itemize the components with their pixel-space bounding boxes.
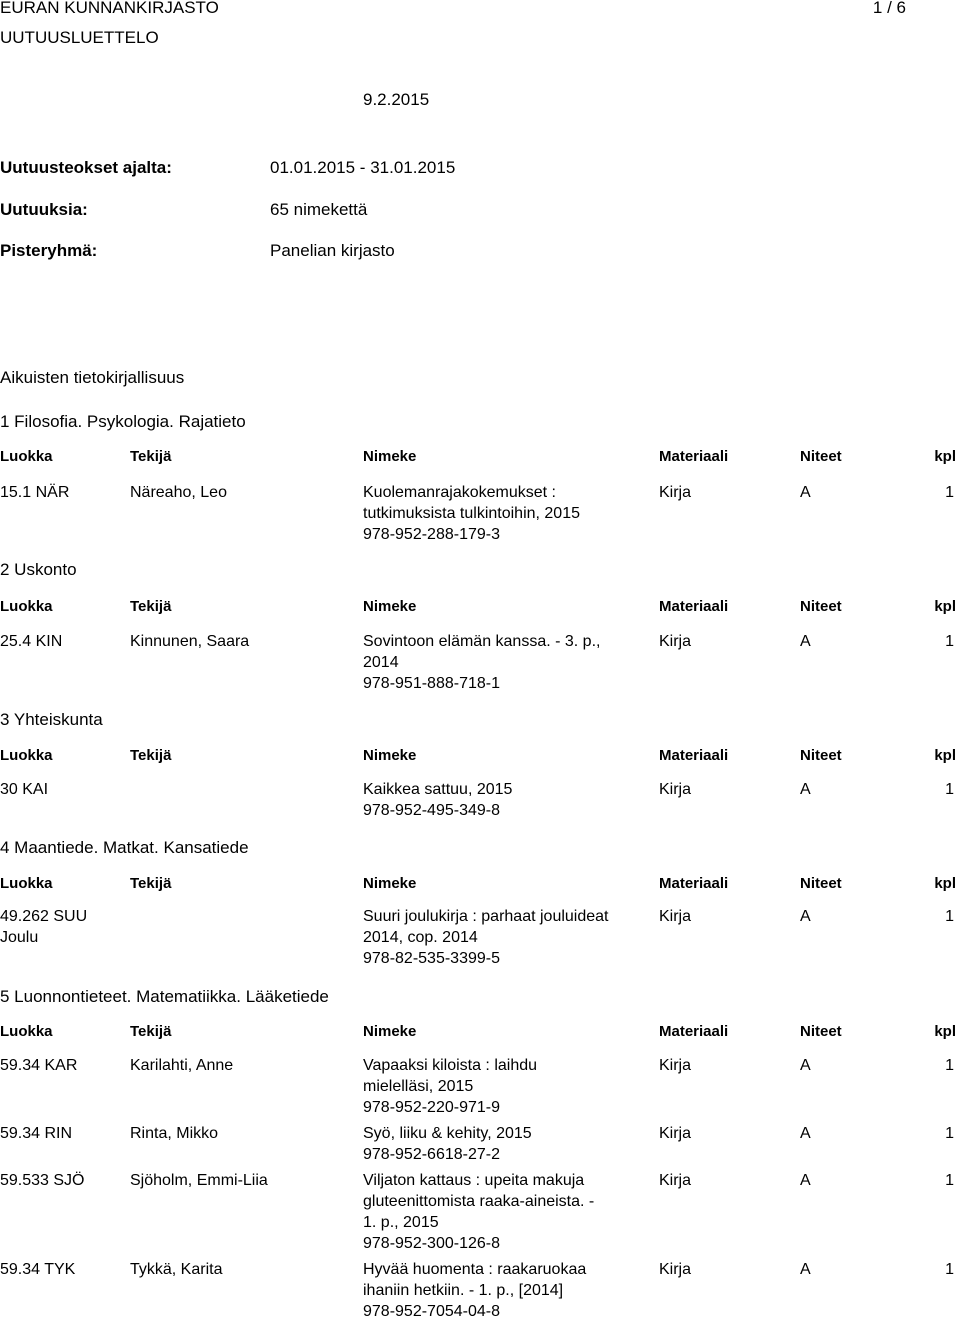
nimeke-line: Sovintoon elämän kanssa. - 3. p., bbox=[363, 633, 601, 650]
tekija-cell: Sjöholm, Emmi-Liia bbox=[130, 1172, 268, 1189]
table-header bbox=[0, 447, 960, 467]
niteet-cell: A bbox=[800, 1261, 811, 1278]
isbn: 978-82-535-3399-5 bbox=[363, 950, 500, 967]
nimeke-line: Kuolemanrajakokemukset : bbox=[363, 484, 556, 501]
luokka-cell bbox=[0, 1123, 120, 1144]
luokka-cell bbox=[0, 482, 120, 503]
nimeke-line: Vapaaksi kiloista : laihdu bbox=[363, 1057, 538, 1074]
nimeke-cell bbox=[363, 779, 653, 821]
niteet-cell: A bbox=[800, 908, 811, 925]
nimeke-cell bbox=[363, 631, 653, 694]
kpl-cell: 1 bbox=[945, 1057, 954, 1074]
kpl-cell: 1 bbox=[945, 484, 954, 501]
tekija-cell: Näreaho, Leo bbox=[130, 484, 227, 501]
luokka-cell bbox=[0, 1259, 120, 1280]
kpl-cell: 1 bbox=[945, 1172, 954, 1189]
materiaali-cell: Kirja bbox=[659, 1172, 692, 1189]
period-label: Uutuusteokset ajalta: bbox=[0, 158, 172, 177]
materiaali-cell: Kirja bbox=[659, 781, 692, 798]
col-materiaali: Materiaali bbox=[659, 875, 729, 892]
luokka-value: 59.34 TYK bbox=[0, 1261, 76, 1278]
nimeke-line: Viljaton kattaus : upeita makuja bbox=[363, 1172, 585, 1189]
tekija-cell: Rinta, Mikko bbox=[130, 1125, 219, 1142]
col-niteet: Niteet bbox=[800, 875, 842, 892]
luokka-cell bbox=[0, 1055, 120, 1076]
col-niteet: Niteet bbox=[800, 598, 842, 615]
kpl-cell: 1 bbox=[945, 1261, 954, 1278]
col-kpl: kpl bbox=[934, 1023, 956, 1040]
col-materiaali: Materiaali bbox=[659, 448, 729, 465]
niteet-cell: A bbox=[800, 781, 811, 798]
report-date: 9.2.2015 bbox=[363, 90, 430, 109]
col-tekija: Tekijä bbox=[130, 598, 172, 615]
luokka-value: 59.533 SJÖ bbox=[0, 1172, 85, 1189]
group-value: Panelian kirjasto bbox=[270, 241, 395, 260]
col-kpl: kpl bbox=[934, 747, 956, 764]
nimeke-line: 2014 bbox=[363, 654, 399, 671]
col-tekija: Tekijä bbox=[130, 1023, 172, 1040]
nimeke-cell bbox=[363, 906, 653, 969]
col-tekija: Tekijä bbox=[130, 875, 172, 892]
section-title: 1 Filosofia. Psykologia. Rajatieto bbox=[0, 412, 246, 431]
col-tekija: Tekijä bbox=[130, 747, 172, 764]
col-nimeke: Nimeke bbox=[363, 1023, 417, 1040]
luokka-cell bbox=[0, 906, 120, 948]
kpl-cell: 1 bbox=[945, 1125, 954, 1142]
niteet-cell: A bbox=[800, 484, 811, 501]
isbn: 978-952-6618-27-2 bbox=[363, 1146, 500, 1163]
nimeke-line: Kaikkea sattuu, 2015 bbox=[363, 781, 513, 798]
col-luokka: Luokka bbox=[0, 448, 53, 465]
col-niteet: Niteet bbox=[800, 747, 842, 764]
nimeke-line: tutkimuksista tulkintoihin, 2015 bbox=[363, 505, 580, 522]
luokka-value: 25.4 KIN bbox=[0, 633, 63, 650]
col-nimeke: Nimeke bbox=[363, 448, 417, 465]
tekija-cell: Tykkä, Karita bbox=[130, 1261, 223, 1278]
section-title: 5 Luonnontieteet. Matematiikka. Lääketiede bbox=[0, 987, 329, 1006]
nimeke-cell bbox=[363, 1055, 653, 1118]
isbn: 978-952-7054-04-8 bbox=[363, 1303, 500, 1320]
niteet-cell: A bbox=[800, 1172, 811, 1189]
isbn: 978-952-288-179-3 bbox=[363, 526, 500, 543]
period-value: 01.01.2015 - 31.01.2015 bbox=[270, 158, 456, 177]
nimeke-line: Suuri joulukirja : parhaat jouluideat bbox=[363, 908, 609, 925]
count-label: Uutuuksia: bbox=[0, 200, 88, 219]
col-nimeke: Nimeke bbox=[363, 875, 417, 892]
table-header bbox=[0, 746, 960, 766]
section-title: 4 Maantiede. Matkat. Kansatiede bbox=[0, 838, 249, 857]
table-header bbox=[0, 597, 960, 617]
materiaali-cell: Kirja bbox=[659, 1261, 692, 1278]
nimeke-line: Hyvää huomenta : raakaruokaa bbox=[363, 1261, 587, 1278]
kpl-cell: 1 bbox=[945, 908, 954, 925]
luokka-cell bbox=[0, 779, 120, 800]
section-title: 3 Yhteiskunta bbox=[0, 710, 103, 729]
col-nimeke: Nimeke bbox=[363, 747, 417, 764]
luokka-cell bbox=[0, 1170, 120, 1191]
table-header bbox=[0, 874, 960, 894]
col-nimeke: Nimeke bbox=[363, 598, 417, 615]
luokka-value: 15.1 NÄR bbox=[0, 484, 70, 501]
niteet-cell: A bbox=[800, 1057, 811, 1074]
nimeke-cell bbox=[363, 1259, 653, 1322]
materiaali-cell: Kirja bbox=[659, 1125, 692, 1142]
col-materiaali: Materiaali bbox=[659, 1023, 729, 1040]
section-title: 2 Uskonto bbox=[0, 560, 77, 579]
isbn: 978-952-495-349-8 bbox=[363, 802, 500, 819]
col-luokka: Luokka bbox=[0, 598, 53, 615]
table-header bbox=[0, 1022, 960, 1042]
luokka-value: 30 KAI bbox=[0, 781, 49, 798]
nimeke-line: mielelläsi, 2015 bbox=[363, 1078, 474, 1095]
page-number: 1 / 6 bbox=[872, 0, 906, 17]
kpl-cell: 1 bbox=[945, 781, 954, 798]
luokka-cell bbox=[0, 631, 120, 652]
col-luokka: Luokka bbox=[0, 1023, 53, 1040]
list-title: UUTUUSLUETTELO bbox=[0, 28, 159, 47]
materiaali-cell: Kirja bbox=[659, 484, 692, 501]
nimeke-line: 1. p., 2015 bbox=[363, 1214, 439, 1231]
tekija-cell: Kinnunen, Saara bbox=[130, 633, 250, 650]
nimeke-cell bbox=[363, 1123, 653, 1165]
category-heading: Aikuisten tietokirjallisuus bbox=[0, 368, 185, 387]
col-kpl: kpl bbox=[934, 875, 956, 892]
col-niteet: Niteet bbox=[800, 1023, 842, 1040]
col-niteet: Niteet bbox=[800, 448, 842, 465]
count-value: 65 nimekettä bbox=[270, 200, 368, 219]
luokka-value: 59.34 KAR bbox=[0, 1057, 78, 1074]
col-kpl: kpl bbox=[934, 448, 956, 465]
nimeke-line: ihaniin hetkiin. - 1. p., [2014] bbox=[363, 1282, 564, 1299]
isbn: 978-951-888-718-1 bbox=[363, 675, 500, 692]
luokka-subvalue: Joulu bbox=[0, 929, 39, 946]
group-label: Pisteryhmä: bbox=[0, 241, 98, 260]
materiaali-cell: Kirja bbox=[659, 633, 692, 650]
col-tekija: Tekijä bbox=[130, 448, 172, 465]
isbn: 978-952-300-126-8 bbox=[363, 1235, 500, 1252]
luokka-value: 59.34 RIN bbox=[0, 1125, 73, 1142]
isbn: 978-952-220-971-9 bbox=[363, 1099, 500, 1116]
niteet-cell: A bbox=[800, 633, 811, 650]
niteet-cell: A bbox=[800, 1125, 811, 1142]
col-materiaali: Materiaali bbox=[659, 598, 729, 615]
col-kpl: kpl bbox=[934, 598, 956, 615]
tekija-cell: Karilahti, Anne bbox=[130, 1057, 234, 1074]
materiaali-cell: Kirja bbox=[659, 908, 692, 925]
nimeke-line: Syö, liiku & kehity, 2015 bbox=[363, 1125, 532, 1142]
col-luokka: Luokka bbox=[0, 747, 53, 764]
nimeke-cell bbox=[363, 1170, 653, 1254]
nimeke-line: 2014, cop. 2014 bbox=[363, 929, 478, 946]
nimeke-cell bbox=[363, 482, 653, 545]
nimeke-line: gluteenittomista raaka-aineista. - bbox=[363, 1193, 595, 1210]
luokka-value: 49.262 SUU bbox=[0, 908, 88, 925]
kpl-cell: 1 bbox=[945, 633, 954, 650]
col-luokka: Luokka bbox=[0, 875, 53, 892]
library-name: EURAN KUNNANKIRJASTO bbox=[0, 0, 219, 17]
materiaali-cell: Kirja bbox=[659, 1057, 692, 1074]
col-materiaali: Materiaali bbox=[659, 747, 729, 764]
